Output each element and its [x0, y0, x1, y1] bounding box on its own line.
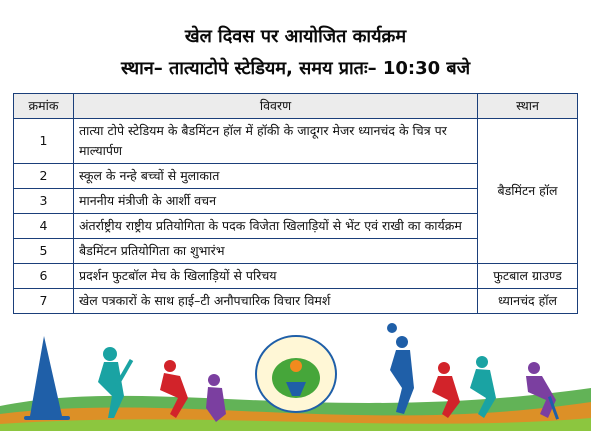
row-description: खेल पत्रकारों के साथ हाई–टी अनौपचारिक विचार विमर्श — [74, 289, 478, 314]
page-title: खेल दिवस पर आयोजित कार्यक्रम — [184, 26, 407, 47]
table-row — [14, 264, 578, 289]
volleyball-player-icon — [387, 323, 414, 414]
row-description: स्कूल के नन्हे बच्चों से मुलाकात — [74, 164, 478, 189]
row-description: प्रदर्शन फुटबॉल मेच के खिलाड़ियों से परिचय — [74, 264, 478, 289]
row-description: माननीय मंत्रीजी के आर्शी वचन — [74, 189, 478, 214]
schedule-table — [13, 93, 578, 314]
row-venue: फुटबाल ग्राउण्ड — [478, 264, 578, 289]
sports-banner — [0, 318, 591, 431]
row-description: बैडमिंटन प्रतियोगिता का शुभारंभ — [74, 239, 478, 264]
table-header-row — [14, 94, 578, 119]
row-description: अंतर्राष्ट्रीय राष्ट्रीय प्रतियोगिता के पदक विजेता खिलाड़ियों से भेंट एवं राखी का कार्यक्रम — [74, 214, 478, 239]
row-number: 7 — [14, 289, 74, 314]
table-row — [14, 119, 578, 164]
row-number: 5 — [14, 239, 74, 264]
row-venue-merged: बैडमिंटन हॉल — [478, 119, 578, 264]
table-row — [14, 289, 578, 314]
venue-time-subtitle: स्थान– तात्याटोपे स्टेडियम, समय प्रातः– 10:30 बजे — [120, 58, 471, 79]
row-number: 2 — [14, 164, 74, 189]
header-serial: क्रमांक — [14, 94, 74, 119]
department-logo-icon — [256, 336, 336, 412]
row-venue: ध्यानचंद हॉल — [478, 289, 578, 314]
row-number: 4 — [14, 214, 74, 239]
header-description: विवरण — [74, 94, 478, 119]
row-number: 6 — [14, 264, 74, 289]
header-venue: स्थान — [478, 94, 578, 119]
row-description: तात्या टोपे स्टेडियम के बैडमिंटन हॉल में हॉकी के जादूगर मेजर ध्यानचंद के चित्र पर माल्यार्पण — [74, 119, 478, 164]
row-number: 3 — [14, 189, 74, 214]
row-number: 1 — [14, 119, 74, 164]
